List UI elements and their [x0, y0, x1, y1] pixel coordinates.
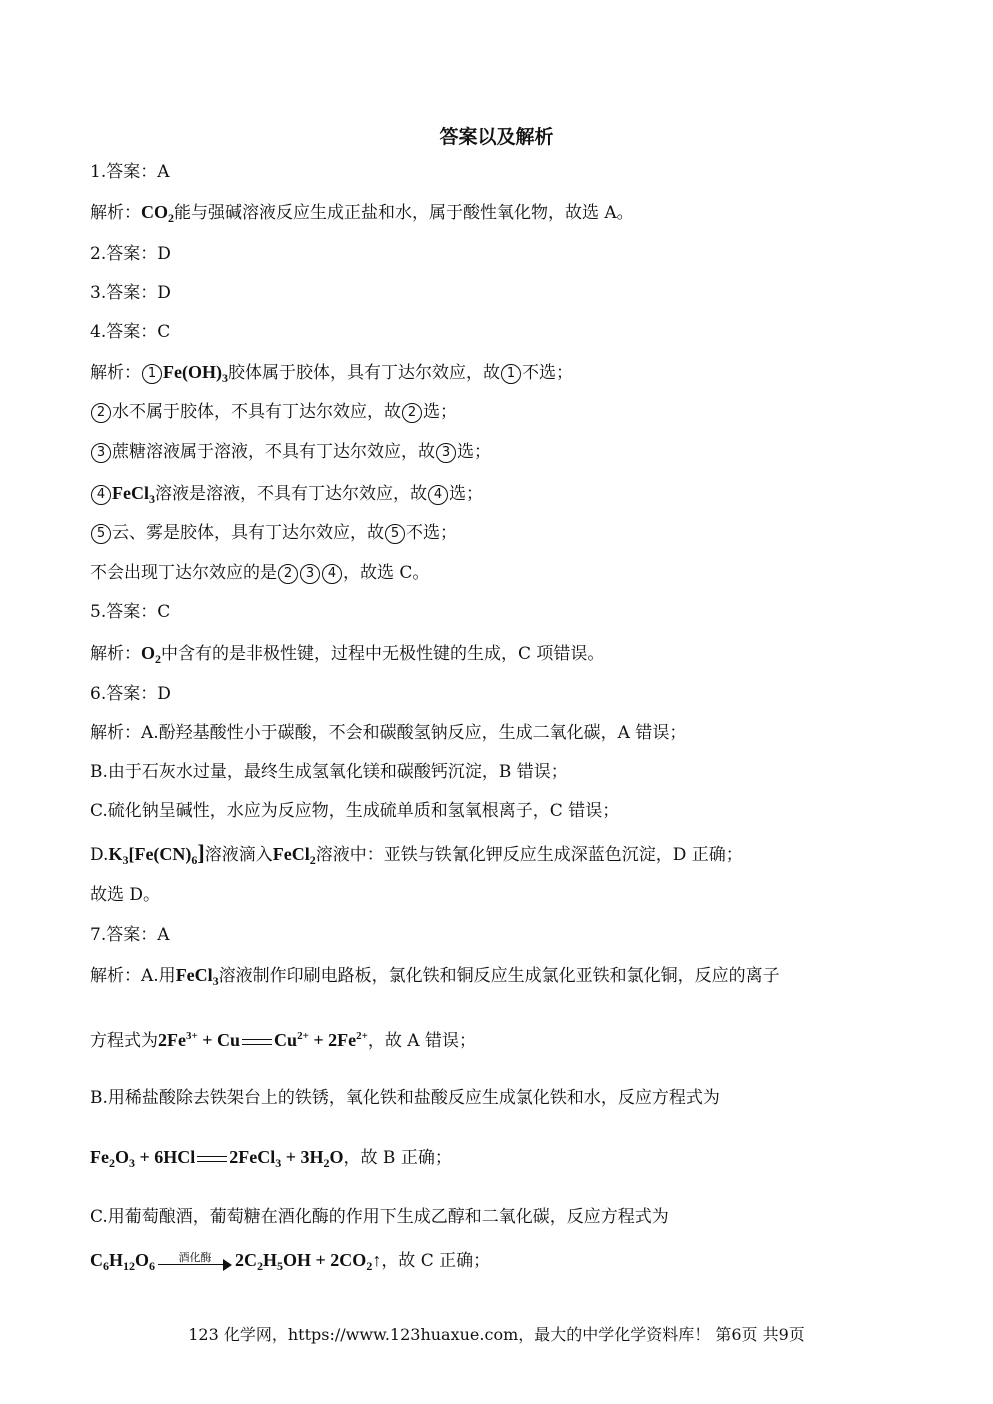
q2-answer: 2.答案：D: [90, 244, 171, 264]
formula-fe-oh-3: $Fe(OH)_3$: [163, 362, 228, 385]
reaction-condition: 酒化酶: [178, 1250, 212, 1264]
q7-line-a: 解析：A.用FeCl$_3$溶液制作印刷电路板，氯化铁和铜反应生成氯化亚铁和氯化铜，反应的离子: [90, 965, 780, 988]
q6-answer: 6.答案：D: [90, 684, 171, 704]
q7-answer: 7.答案：A: [90, 925, 170, 945]
q4-answer: 4.答案：C: [90, 322, 171, 342]
q4-line-1: 解析： 1 $Fe(OH)_3$胶体属于胶体，具有丁达尔效应，故 1 不选；: [90, 362, 573, 385]
circled-number-4: 4: [91, 485, 111, 505]
chemical-equation-rust: $Fe_2O_3 + 6HCl$ 2FeCl$_3$ + $3H_2O$: [90, 1147, 344, 1170]
page-title: 答案以及解析: [439, 126, 554, 148]
circled-number-4: 4: [322, 564, 342, 584]
circled-number-5: 5: [91, 524, 111, 544]
circled-number-2: 2: [278, 564, 298, 584]
formula-fecl2: FeCl$_2$: [272, 844, 316, 867]
equals-sign: [197, 1156, 227, 1162]
formula-co2: $CO_2$: [141, 202, 174, 225]
circled-number-3: 3: [91, 443, 111, 463]
q3-answer: 3.答案：D: [90, 283, 171, 303]
q4-line-2: 2 水不属于胶体，不具有丁达尔效应，故 2 选；: [90, 400, 457, 424]
q1-explanation: [90, 200, 634, 230]
q6-line-c: C.硫化钠呈碱性，水应为反应物，生成硫单质和氢氧根离子，C 错误；: [90, 801, 620, 821]
circled-number-5: 5: [385, 524, 405, 544]
ionic-equation: $2Fe^{3+} + Cu$ $Cu^{2+} + 2Fe^{2+}$: [158, 1030, 368, 1050]
gas-arrow-icon: ↑: [372, 1250, 382, 1270]
q6-line-a: 解析：A.酚羟基酸性小于碳酸，不会和碳酸氢钠反应，生成二氧化碳，A 错误；: [90, 723, 687, 743]
q6-line-d: $D.K_3[Fe(CN)_6]$溶液滴入FeCl$_2$溶液中：亚铁与铁氰化钾反应生成深蓝色沉淀，D 正确；: [90, 840, 743, 867]
formula-k3-fe-cn-6: $K_3[Fe(CN)_6]$: [108, 840, 205, 867]
q4-line-6: 不会出现丁达尔效应的是 2 3 4 ，故选 C。: [90, 563, 430, 583]
q6-line-b: B.由于石灰水过量，最终生成氢氧化镁和碳酸钙沉淀，B 错误；: [90, 762, 568, 782]
explanation-label: 解析：: [90, 203, 141, 223]
equals-sign: [242, 1039, 272, 1045]
q1-answer: 1.答案：A: [90, 162, 170, 182]
circled-number-2: 2: [91, 403, 111, 423]
q7-line-b: B.用稀盐酸除去铁架台上的铁锈，氧化铁和盐酸反应生成氯化铁和水，反应方程式为: [90, 1088, 720, 1108]
circled-number-4: 4: [428, 485, 448, 505]
circled-number-3: 3: [436, 443, 456, 463]
reaction-arrow: [158, 1252, 232, 1272]
q6-line-e: 故选 D。: [90, 885, 161, 905]
q4-line-4: 4 FeCl$_3$溶液是溶液，不具有丁达尔效应，故 4 选；: [90, 481, 483, 511]
q7-line-b2: $Fe_2O_3 + 6HCl$ 2FeCl$_3$ + $3H_2O$，故 B 正确；: [90, 1147, 452, 1170]
formula-o2: $O_2$: [141, 643, 162, 666]
q7-line-c: C.用葡萄酿酒，葡萄糖在酒化酶的作用下生成乙醇和二氧化碳，反应方程式为: [90, 1207, 669, 1227]
circled-number-3: 3: [300, 564, 320, 584]
page-footer: 123 化学网，https://www.123huaxue.com，最大的中学化学资料库！ 第6页 共9页: [188, 1325, 805, 1344]
chemical-equation-fermentation: $C_6H_{12}O_6$ 酒化酶 $2C_2H_5OH$ + $2CO_2↑$: [90, 1250, 381, 1270]
formula-fecl3: FeCl$_3$: [112, 483, 155, 506]
q4-line-3: 3 蔗糖溶液属于溶液，不具有丁达尔效应，故 3 选；: [90, 440, 491, 464]
q5-answer: 5.答案：C: [90, 602, 171, 622]
q7-line-c2: $C_6H_{12}O_6$ 酒化酶 $2C_2H_5OH$ + $2CO_2↑$，故 C 正确；: [90, 1248, 490, 1278]
circled-number-2: 2: [402, 403, 422, 423]
q7-line-a2: 方程式为$2Fe^{3+} + Cu$ $Cu^{2+} + 2Fe^{2+}$，故 A 错误；: [90, 1030, 476, 1051]
q4-line-5: 5 云、雾是胶体，具有丁达尔效应，故 5 不选；: [90, 521, 457, 545]
formula-fecl3: FeCl$_3$: [175, 965, 219, 988]
circled-number-1: 1: [501, 364, 521, 384]
q1-explanation-text: 能与强碱溶液反应生成正盐和水，属于酸性氧化物，故选 A。: [174, 203, 634, 223]
q5-explanation: 解析：$O_2$中含有的是非极性键，过程中无极性键的生成，C 项错误。: [90, 643, 605, 666]
circled-number-1: 1: [142, 364, 162, 384]
